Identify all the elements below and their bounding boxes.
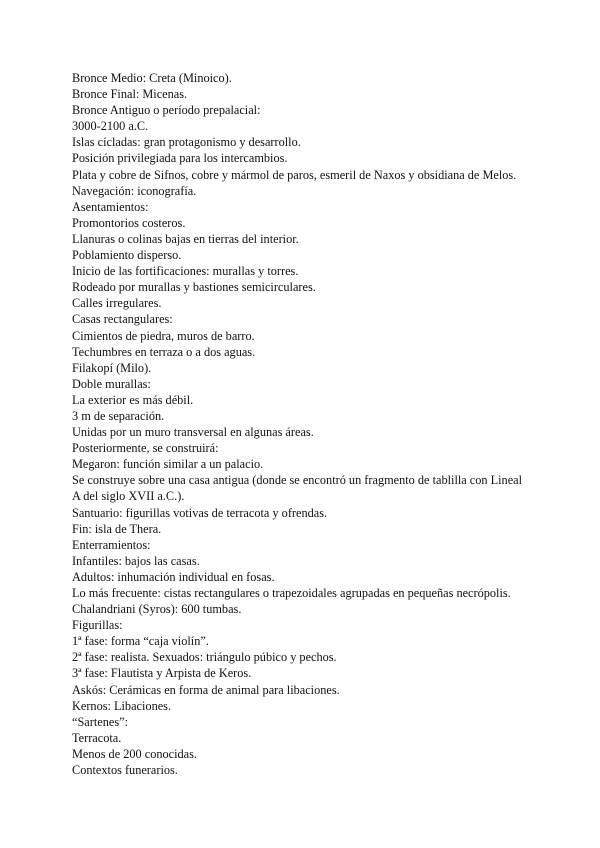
text-line: La exterior es más débil. [72,392,194,407]
text-line: Plata y cobre de Sifnos, cobre y mármol de paros, esmeril de Naxos y obsidiana de Melos. [72,167,517,182]
text-line: Asentamientos: [72,199,149,214]
text-line: 3000-2100 a.C. [72,119,149,134]
text-line: Poblamiento disperso. [72,248,182,263]
text-line: Unidas por un muro transversal en algunas áreas. [72,425,314,440]
text-line: Islas cícladas: gran protagonismo y desarrollo. [72,135,301,150]
text-line: 3 m de separación. [72,408,165,423]
text-line: Askós: Cerámicas en forma de animal para libaciones. [72,682,340,697]
text-line: Promontorios costeros. [72,215,186,230]
text-line: Terracota. [72,730,122,745]
text-line: Contextos funerarios. [72,763,178,778]
text-line: Rodeado por murallas y bastiones semicirculares. [72,280,316,295]
text-line: Techumbres en terraza o a dos aguas. [72,344,256,359]
text-line: 3ª fase: Flautista y Arpista de Keros. [72,666,252,681]
text-line: Posición privilegiada para los intercambios. [72,151,288,166]
document-body [72,70,532,778]
text-line: Infantiles: bajos las casas. [72,553,200,568]
text-line: Cimientos de piedra, muros de barro. [72,328,255,343]
text-line: Lo más frecuente: cistas rectangulares o trapezoidales agrupadas en pequeñas necrópolis. [72,586,511,600]
text-line: Posteriormente, se construirá: [72,441,219,456]
text-line: Llanuras o colinas bajas en tierras del interior. [72,231,299,246]
text-line: 2ª fase: realista. Sexuados: triángulo púbico y pechos. [72,650,337,665]
text-line: Megaron: función similar a un palacio. [72,457,264,472]
text-line: Casas rectangulares: [72,312,173,327]
text-line: Chalandriani (Syros): 600 tumbas. [72,602,242,617]
text-line: Santuario: figurillas votivas de terracota y ofrendas. [72,505,328,520]
text-line: Doble murallas: [72,376,151,391]
text-line: Bronce Final: Micenas. [72,87,188,102]
text-line: Navegación: iconografía. [72,183,197,198]
text-line: Menos de 200 conocidas. [72,746,197,761]
text-line: Se construye sobre una casa antigua (donde se encontró un fragmento de tablilla con Lineal A del siglo XVII a.C.). [72,473,523,504]
text-line: 1ª fase: forma “caja violín”. [72,634,209,649]
text-line: Kernos: Libaciones. [72,698,172,713]
text-line: Inicio de las fortificaciones: murallas y torres. [72,264,299,279]
text-line: Adultos: inhumación individual en fosas. [72,569,275,584]
text-line: Bronce Antiguo o período prepalacial: [72,103,261,118]
text-line: Enterramientos: [72,537,151,552]
text-line: “Sartenes”: [72,714,128,729]
text-line: Bronce Medio: Creta (Minoico). [72,71,232,85]
text-line: Figurillas: [72,618,123,633]
text-line: Filakopí (Milo). [72,360,152,375]
text-line: Calles irregulares. [72,296,162,311]
text-line: Fin: isla de Thera. [72,521,162,536]
